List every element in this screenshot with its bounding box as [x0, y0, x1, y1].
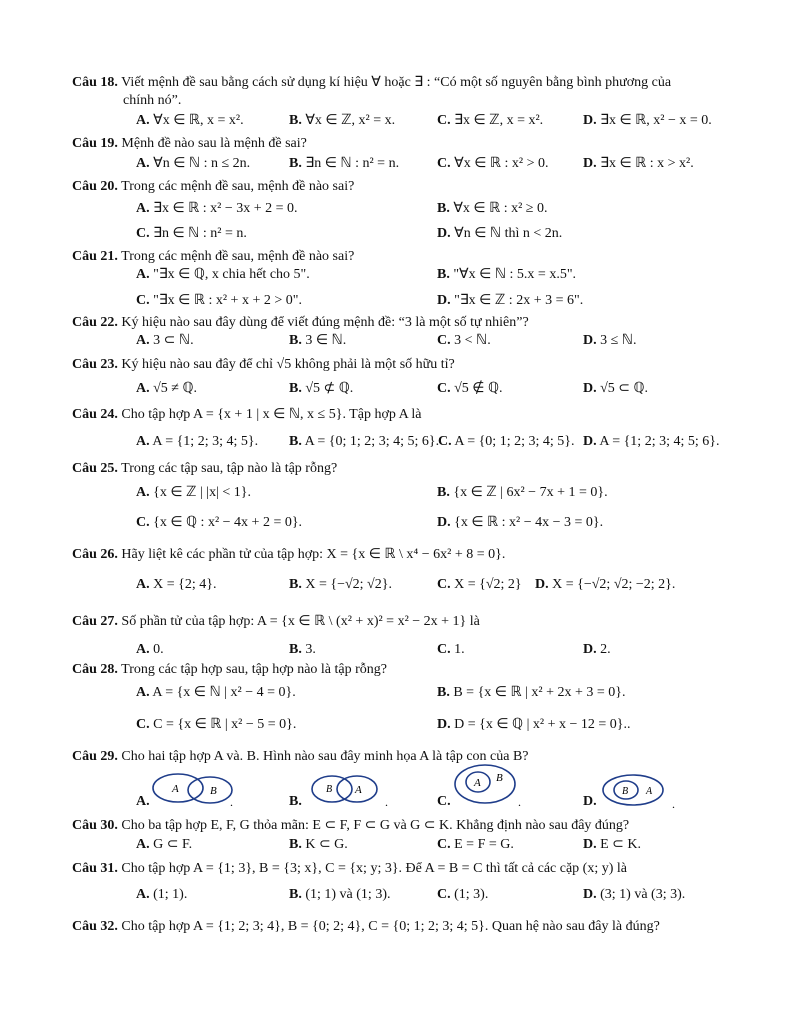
question-23	[72, 356, 762, 374]
option-c: C. √5 ∉ ℚ.	[437, 381, 503, 396]
option-a: A.	[136, 794, 150, 809]
question-number: Câu 21.	[72, 249, 118, 264]
set-a-label: A	[646, 786, 653, 797]
question-text: Cho hai tập hợp A và. B. Hình nào sau đây minh họa A là tập con của B?	[121, 749, 529, 764]
question-19	[72, 135, 762, 153]
question-number: Câu 24.	[72, 407, 118, 422]
option-b: B. (1; 1) và (1; 3).	[289, 887, 391, 902]
question-text: Cho ba tập hợp E, F, G thỏa mãn: E ⊂ F, F ⊂ G và G ⊂ K. Khẳng định nào sau đây đúng?	[121, 818, 630, 833]
option-a: A. A = {1; 2; 3; 4; 5}.	[136, 434, 259, 449]
option-d: D. X = {−√2; √2; −2; 2}.	[535, 577, 676, 592]
question-text: Hãy liệt kê các phần tử của tập hợp: X = {x ∈ ℝ \ x⁴ − 6x² + 8 = 0}.	[121, 547, 506, 562]
set-a-label: A	[355, 784, 362, 796]
option-b: B. 3.	[289, 642, 316, 657]
question-24	[72, 406, 762, 424]
question-text: Ký hiệu nào sau đây để chỉ √5 không phải là một số hữu tỉ?	[121, 357, 455, 372]
question-text: Viết mệnh đề sau bằng cách sử dụng kí hiệu ∀ hoặc ∃ : “Có một số nguyên bằng bình phương của	[121, 75, 672, 90]
option-a: A. ∀n ∈ ℕ : n ≤ 2n.	[136, 156, 251, 171]
option-c: C. E = F = G.	[437, 837, 514, 852]
question-number: Câu 28.	[72, 662, 118, 677]
option-a: A. √5 ≠ ℚ.	[136, 381, 198, 396]
option-b: B. ∀x ∈ ℤ, x² = x.	[289, 113, 396, 128]
question-27	[72, 613, 762, 631]
question-number: Câu 19.	[72, 136, 118, 151]
question-number: Câu 23.	[72, 357, 118, 372]
option-d: D. {x ∈ ℝ : x² − 4x − 3 = 0}.	[437, 515, 604, 530]
question-number: Câu 29.	[72, 749, 118, 764]
option-d: D. A = {1; 2; 3; 4; 5; 6}.	[583, 434, 720, 449]
question-29	[72, 748, 762, 766]
question-25	[72, 460, 762, 478]
option-b: B. A = {0; 1; 2; 3; 4; 5; 6}.	[289, 434, 440, 449]
question-number: Câu 32.	[72, 919, 118, 934]
option-d: D. 3 ≤ ℕ.	[583, 333, 637, 348]
option-b: B. B = {x ∈ ℝ | x² + 2x + 3 = 0}.	[437, 685, 626, 700]
question-30	[72, 817, 762, 835]
venn-diagram-a	[150, 770, 240, 810]
option-c: C. C = {x ∈ ℝ | x² − 5 = 0}.	[136, 717, 297, 732]
question-26	[72, 546, 762, 564]
question-number: Câu 18.	[72, 75, 118, 90]
option-d: D. ∃x ∈ ℝ, x² − x = 0.	[583, 113, 712, 128]
option-b: B. √5 ⊄ ℚ.	[289, 381, 354, 396]
venn-diagram-c	[452, 762, 532, 810]
question-28	[72, 661, 762, 679]
option-d: D. ∃x ∈ ℝ : x > x².	[583, 156, 694, 171]
option-c: C. 1.	[437, 642, 465, 657]
question-number: Câu 27.	[72, 614, 118, 629]
question-31	[72, 860, 762, 878]
option-d: D. "∃x ∈ ℤ : 2x + 3 = 6".	[437, 293, 584, 308]
option-d: D. √5 ⊂ ℚ.	[583, 381, 649, 396]
question-20	[72, 178, 762, 196]
question-text: Cho tập hợp A = {1; 3}, B = {3; x}, C = {x; y; 3}. Để A = B = C thì tất cả các cặp (x; y) là	[121, 861, 627, 876]
option-b: B. ∀x ∈ ℝ : x² ≥ 0.	[437, 201, 548, 216]
venn-diagram-d	[600, 772, 690, 812]
option-b: B.	[289, 794, 302, 809]
question-text: Trong các tập hợp sau, tập hợp nào là tập rỗng?	[121, 662, 387, 677]
question-number: Câu 25.	[72, 461, 118, 476]
option-a: A. ∃x ∈ ℝ : x² − 3x + 2 = 0.	[136, 201, 298, 216]
set-b-label: B	[622, 786, 629, 797]
option-a: A. {x ∈ ℤ | |x| < 1}.	[136, 485, 251, 500]
set-a-label: A	[474, 777, 481, 789]
period: .	[385, 795, 388, 809]
question-text: Cho tập hợp A = {1; 2; 3; 4}, B = {0; 2; 4}, C = {0; 1; 2; 3; 4; 5}. Quan hệ nào sau đây là đúng?	[121, 919, 660, 934]
option-c: C. X = {√2; 2}	[437, 577, 522, 592]
option-c: C. 3 < ℕ.	[437, 333, 491, 348]
option-b: B. 3 ∈ ℕ.	[289, 333, 347, 348]
option-c: C. {x ∈ ℚ : x² − 4x + 2 = 0}.	[136, 515, 303, 530]
set-b-label: B	[210, 785, 217, 797]
question-text: Cho tập hợp A = {x + 1 | x ∈ ℕ, x ≤ 5}. Tập hợp A là	[121, 407, 422, 422]
set-b-label: B	[326, 784, 333, 795]
option-a: A. ∀x ∈ ℝ, x = x².	[136, 113, 244, 128]
question-text: Số phần tử của tập hợp: A = {x ∈ ℝ \ (x² + x)² = x² − 2x + 1} là	[121, 614, 480, 629]
question-number: Câu 26.	[72, 547, 118, 562]
option-b: B. "∀x ∈ ℕ : 5.x = x.5".	[437, 267, 577, 282]
question-text: Trong các mệnh đề sau, mệnh đề nào sai?	[121, 179, 355, 194]
question-18	[72, 74, 762, 92]
question-number: Câu 30.	[72, 818, 118, 833]
question-text-continued: chính nó”.	[123, 93, 182, 108]
option-a: A. A = {x ∈ ℕ | x² − 4 = 0}.	[136, 685, 296, 700]
option-d: D. D = {x ∈ ℚ | x² + x − 12 = 0}..	[437, 717, 631, 732]
option-c: C. A = {0; 1; 2; 3; 4; 5}.	[438, 434, 575, 449]
option-a: A. "∃x ∈ ℚ, x chia hết cho 5".	[136, 267, 310, 282]
question-text: Trong các mệnh đề sau, mệnh đề nào sai?	[121, 249, 355, 264]
question-number: Câu 20.	[72, 179, 118, 194]
period: .	[518, 795, 521, 809]
set-a-label: A	[172, 783, 179, 795]
question-text: Ký hiệu nào sau đây dùng để viết đúng mệnh đề: “3 là một số tự nhiên”?	[121, 315, 529, 330]
option-c: C. ∀x ∈ ℝ : x² > 0.	[437, 156, 549, 171]
option-b: B. ∃n ∈ ℕ : n² = n.	[289, 156, 400, 171]
option-a: A. 3 ⊂ ℕ.	[136, 333, 194, 348]
option-a: A. X = {2; 4}.	[136, 577, 217, 592]
period: .	[672, 797, 675, 811]
set-b-label: B	[496, 772, 503, 784]
venn-diagram-b	[307, 772, 397, 812]
option-b: B. K ⊂ G.	[289, 837, 348, 852]
option-d: D. ∀n ∈ ℕ thì n < 2n.	[437, 226, 563, 241]
option-d: D. (3; 1) và (3; 3).	[583, 887, 686, 902]
option-c: C. ∃n ∈ ℕ : n² = n.	[136, 226, 247, 241]
option-a: A. 0.	[136, 642, 164, 657]
option-b: B. {x ∈ ℤ | 6x² − 7x + 1 = 0}.	[437, 485, 608, 500]
option-c: C. (1; 3).	[437, 887, 489, 902]
question-22	[72, 314, 762, 332]
period: .	[230, 795, 233, 809]
option-c: C.	[437, 794, 451, 809]
option-a: A. G ⊂ F.	[136, 837, 193, 852]
question-text: Trong các tập sau, tập nào là tập rỗng?	[121, 461, 338, 476]
option-c: C. "∃x ∈ ℝ : x² + x + 2 > 0".	[136, 293, 302, 308]
question-number: Câu 22.	[72, 315, 118, 330]
option-b: B. X = {−√2; √2}.	[289, 577, 392, 592]
question-32	[72, 918, 762, 936]
question-text: Mệnh đề nào sau là mệnh đề sai?	[121, 136, 307, 151]
option-d: D.	[583, 794, 597, 809]
question-21	[72, 248, 762, 266]
option-d: D. E ⊂ K.	[583, 837, 642, 852]
option-d: D. 2.	[583, 642, 611, 657]
option-c: C. ∃x ∈ ℤ, x = x².	[437, 113, 544, 128]
question-number: Câu 31.	[72, 861, 118, 876]
option-a: A. (1; 1).	[136, 887, 188, 902]
